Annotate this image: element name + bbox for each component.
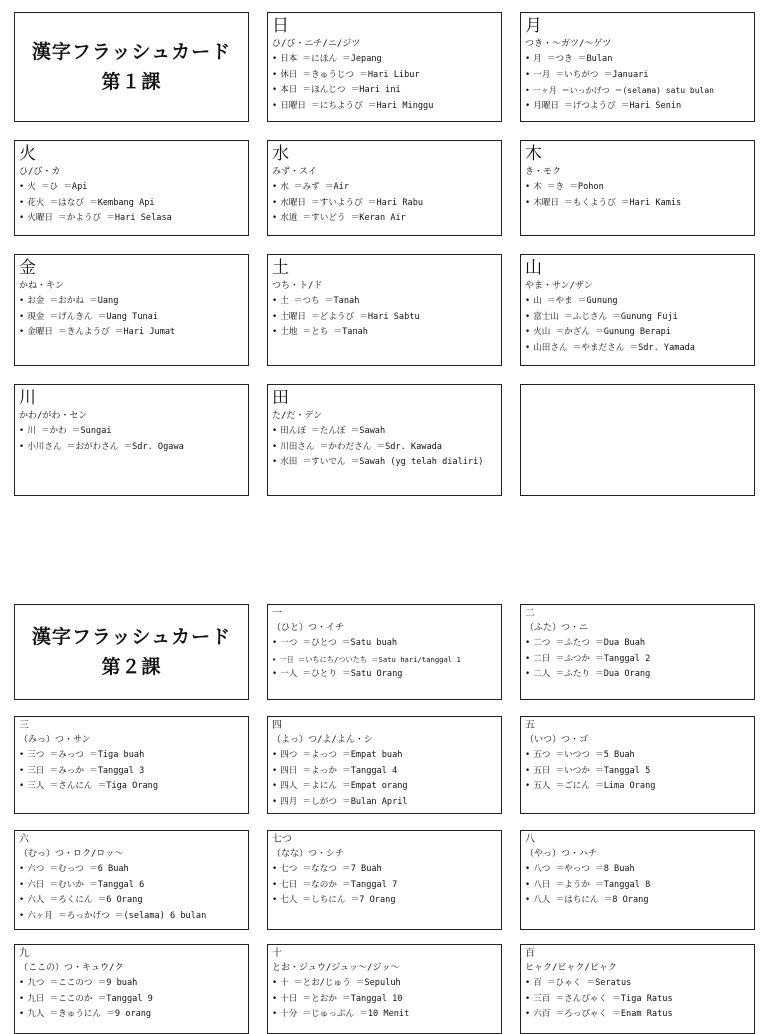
kanji: 一 [272,608,282,619]
list-item: • 七人 ＝しちにん ＝7 Orang [272,895,396,905]
flashcard-ichi [267,604,502,700]
flashcard-empty [520,384,755,496]
list-item: • 三日 ＝みっか ＝Tanggal 3 [19,765,145,776]
reading: とお・ジュウ/ジュッ～/ジッ～ [272,963,400,973]
list-item: • 水 ＝みず ＝Air [272,182,350,192]
list-item: • 五人 ＝ごにん ＝Lima Orang [525,781,656,791]
flashcard-nana [267,830,502,930]
reading: やま・サン/ザン [525,281,593,291]
list-item: • 富士山 ＝ふじさん ＝Gunung Fuji [525,311,678,322]
reading: （ここの）つ・キュウ/ク [19,963,124,973]
list-item: • 八日 ＝ようか ＝Tanggal 8 [525,879,651,890]
list-item: • 七つ ＝ななつ ＝7 Buah [272,864,382,874]
flashcard-kawa [14,384,249,496]
kanji: 七つ [272,834,292,845]
list-item: • 一ヶ月 ＝いっかげつ ＝(selama) satu bulan [525,86,714,95]
reading: ひ/び・カ [19,167,61,177]
kanji: 月 [525,16,542,36]
list-item: • 花火 ＝はなび ＝Kembang Api [19,197,155,208]
list-item: • 本日 ＝ほんじつ ＝Hari ini [272,85,401,95]
kanji: 六 [19,834,29,845]
list-item: • 一日 ＝いちにち/ついたち ＝Satu hari/tanggal 1 [272,654,461,664]
kanji: 川 [19,388,36,408]
kanji: 八 [525,834,535,845]
list-item: • 土曜日 ＝どようび ＝Hari Sabtu [272,311,420,322]
list-item: • 三人 ＝さんにん ＝Tiga Orang [19,781,159,791]
reading: （やっ）つ・ハチ [525,849,598,859]
list-item: • 日本 ＝にほん ＝Jepang [272,54,382,64]
reading: みず・スイ [272,167,317,177]
title-line2: 第２課 [101,656,162,678]
title-line1: 漢字フラッシュカード [31,626,232,648]
list-item: • 九つ ＝ここのつ ＝9 buah [19,978,138,988]
list-item: • 六百 ＝ろっぴゃく ＝Enam Ratus [525,1009,673,1019]
list-item: • 休日 ＝きゅうじつ ＝Hari Libur [272,69,420,80]
list-item: • 五つ ＝いつつ ＝5 Buah [525,750,635,760]
flashcard-kyuu [14,944,249,1034]
list-item: • 一つ ＝ひとつ ＝Satu buah [272,638,398,648]
list-item: • 六日 ＝むいか ＝Tanggal 6 [19,879,145,890]
kanji: 十 [272,948,282,959]
list-item: • 金曜日 ＝きんようび ＝Hari Jumat [19,327,176,337]
flashcard-hi [267,12,502,122]
list-item: • 八つ ＝やっつ ＝8 Buah [525,864,635,874]
list-item: • 七日 ＝なのか ＝Tanggal 7 [272,879,398,890]
reading: （ひと）つ・イチ [272,623,345,633]
list-item: • 八人 ＝はちにん ＝8 Orang [525,895,649,905]
list-item: • 土地 ＝とち ＝Tanah [272,327,368,337]
list-item: • 小川さん ＝おがわさん ＝Sdr. Ogawa [19,441,184,452]
list-item: • 田んぼ ＝たんぼ ＝Sawah [272,426,386,436]
reading: （むっ）つ・ロク/ロッ～ [19,849,124,859]
list-item: • 木曜日 ＝もくようび ＝Hari Kamis [525,197,682,208]
kanji: 田 [272,388,289,408]
list-item: • 六人 ＝ろくにん ＝6 Orang [19,895,143,905]
reading: （いつ）つ・ゴ [525,735,589,745]
reading: ヒャク/ビャク/ピャク [525,963,617,973]
list-item: • 五日 ＝いつか ＝Tanggal 5 [525,765,651,776]
list-item: • 一月 ＝いちがつ ＝Januari [525,69,649,80]
flashcard-yon [267,716,502,814]
flashcard-hi-fire [14,140,249,236]
kanji: 九 [19,948,29,959]
list-item: • 四人 ＝よにん ＝Empat orang [272,781,408,791]
reading: た/だ・デン [272,411,323,421]
kanji: 三 [19,720,29,731]
list-item: • 水曜日 ＝すいようび ＝Hari Rabu [272,197,424,208]
list-item: • 六つ ＝むっつ ＝6 Buah [19,864,129,874]
list-item: • 九人 ＝きゅうにん ＝9 orang [19,1009,152,1019]
flashcard-san [14,716,249,814]
reading: （ふた）つ・ニ [525,623,589,633]
list-item: • 九日 ＝ここのか ＝Tanggal 9 [19,993,153,1004]
kanji: 水 [272,144,289,164]
list-item: • 二人 ＝ふたり ＝Dua Orang [525,669,651,679]
kanji: 山 [525,258,542,278]
list-item: • 十分 ＝じゅっぷん ＝10 Menit [272,1009,410,1019]
flashcard-tsuki [520,12,755,122]
flashcard-tsuchi [267,254,502,366]
flashcard-hyaku [520,944,755,1034]
flashcard-mizu [267,140,502,236]
list-item: • 月曜日 ＝げつようび ＝Hari Senin [525,100,682,111]
flashcard-ta [267,384,502,496]
list-item: • 一人 ＝ひとり ＝Satu Orang [272,669,403,679]
kanji: 五 [525,720,535,731]
list-item: • 水道 ＝すいどう ＝Keran Air [272,213,406,223]
kanji: 火 [19,144,36,164]
list-item: • 火曜日 ＝かようび ＝Hari Selasa [19,213,172,223]
list-item: • 火 ＝ひ ＝Api [19,182,88,192]
title-line2: 第１課 [101,71,162,93]
flashcard-roku [14,830,249,930]
list-item: • 三百 ＝さんびゃく ＝Tiga Ratus [525,993,673,1004]
reading: き・モク [525,167,562,177]
reading: ひ/び・ニチ/ニ/ジツ [272,39,361,49]
list-item: • 火山 ＝かざん ＝Gunung Berapi [525,327,671,337]
list-item: • 十日 ＝とおか ＝Tanggal 10 [272,993,403,1004]
list-item: • 山田さん ＝やまださん ＝Sdr. Yamada [525,342,695,353]
reading: （なな）つ・シチ [272,849,345,859]
list-item: • 山 ＝やま ＝Gunung [525,296,618,306]
list-item: • 土 ＝つち ＝Tanah [272,296,360,306]
list-item: • 二つ ＝ふたつ ＝Dua Buah [525,638,646,648]
list-item: • 四つ ＝よっつ ＝Empat buah [272,750,403,760]
reading: （みっ）つ・サン [19,735,91,745]
kanji: 日 [272,16,289,36]
flashcard-ki [520,140,755,236]
list-item: • 川 ＝かわ ＝Sungai [19,426,112,436]
list-item: • 水田 ＝すいでん ＝Sawah (yg telah dialiri) [272,457,484,467]
title-card-lesson2 [14,604,249,700]
kanji: 二 [525,608,535,619]
reading: かね・キン [19,281,64,291]
kanji: 金 [19,258,36,278]
flashcard-kane [14,254,249,366]
kanji: 四 [272,720,282,731]
flashcard-yama [520,254,755,366]
reading: かわ/がわ・セン [19,411,88,421]
flashcard-juu [267,944,502,1034]
kanji: 土 [272,258,289,278]
list-item: • 木 ＝き ＝Pohon [525,182,604,192]
reading: つき・～ガツ/～ゲツ [525,39,612,49]
title-line1: 漢字フラッシュカード [31,41,232,63]
flashcard-go [520,716,755,814]
kanji: 木 [525,144,542,164]
list-item: • 川田さん ＝かわださん ＝Sdr. Kawada [272,441,442,452]
flashcard-hachi [520,830,755,930]
reading: つち・ト/ド [272,281,323,291]
flashcard-ni [520,604,755,700]
list-item: • 月 ＝つき ＝Bulan [525,54,613,64]
list-item: • 百 ＝ひゃく ＝Seratus [525,978,632,988]
list-item: • 現金 ＝げんきん ＝Uang Tunai [19,311,159,322]
list-item: • 日曜日 ＝にちようび ＝Hari Minggu [272,100,434,111]
list-item: • 十 ＝とお/じゅう ＝Sepuluh [272,978,401,988]
list-item: • お金 ＝おかね ＝Uang [19,296,119,306]
kanji: 百 [525,948,535,959]
title-card-lesson1 [14,12,249,122]
list-item: • 三つ ＝みっつ ＝Tiga buah [19,750,145,760]
reading: （よっ）つ/よ/よん・シ [272,735,373,745]
list-item: • 四月 ＝しがつ ＝Bulan April [272,796,408,807]
list-item: • 四日 ＝よっか ＝Tanggal 4 [272,765,398,776]
list-item: • 六ヶ月 ＝ろっかげつ ＝(selama) 6 bulan [19,910,207,921]
list-item: • 二日 ＝ふつか ＝Tanggal 2 [525,653,651,664]
